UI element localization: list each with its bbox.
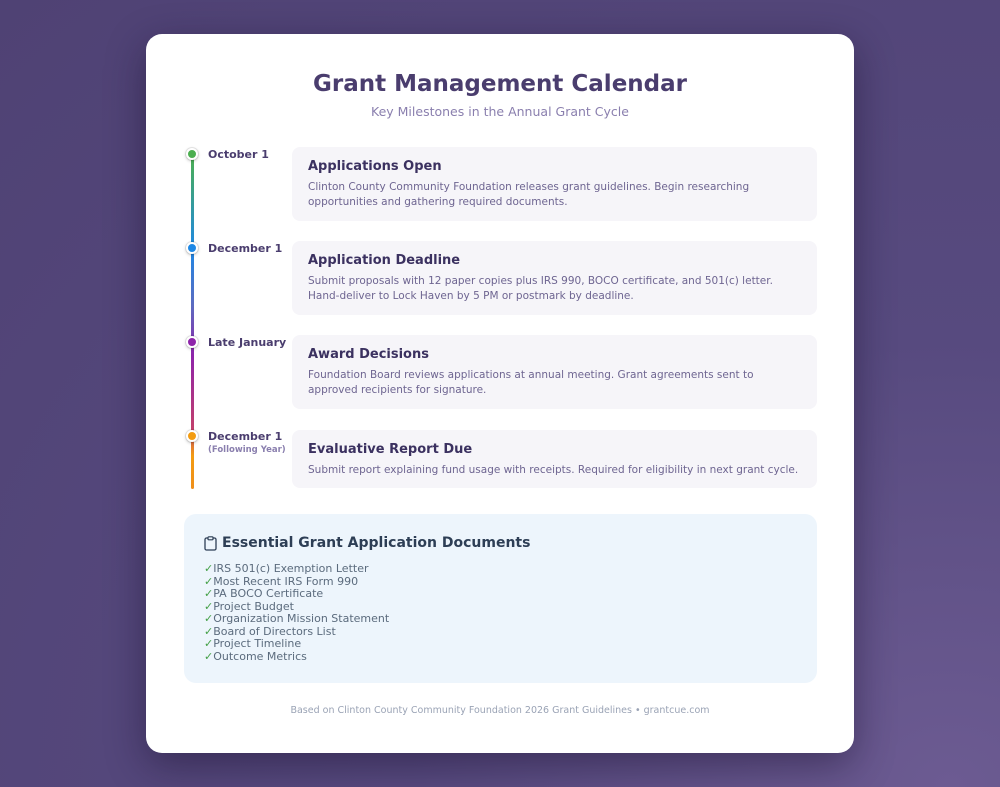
check-icon: ✓ (204, 612, 214, 625)
milestone-dot-4 (186, 430, 198, 442)
milestone-date-subtext: (Following Year) (208, 445, 286, 455)
document-item-label: IRS 501(c) Exemption Letter (213, 562, 369, 575)
milestone-card-4 (292, 430, 817, 488)
document-item-label: Most Recent IRS Form 990 (213, 574, 359, 588)
check-icon: ✓ (204, 562, 214, 575)
document-item-label: Board of Directors List (213, 624, 336, 638)
check-icon: ✓ (204, 649, 214, 663)
milestone-date-2 (208, 242, 282, 255)
milestone-description: Foundation Board reviews applications at annual meeting. Grant agreements sent to approved recipients for signature. (308, 369, 754, 396)
milestone-description: Clinton County Community Foundation releases grant guidelines. Begin researching opportunities and gathering required documents. (308, 181, 750, 208)
check-icon: ✓ (204, 624, 214, 638)
documents-panel (184, 514, 817, 683)
milestone-title: Evaluative Report Due (308, 442, 473, 457)
document-item-label: Outcome Metrics (213, 649, 307, 663)
page-subtitle: Key Milestones in the Annual Grant Cycle (371, 104, 629, 119)
milestone-card-1 (292, 147, 817, 221)
page-title: Grant Management Calendar (312, 71, 687, 97)
document-item-label: Organization Mission Statement (213, 612, 390, 625)
milestone-date-4 (208, 430, 286, 455)
milestone-date-1 (208, 148, 269, 161)
milestone-date-text: December 1 (208, 430, 283, 443)
document-item-label: Project Timeline (213, 637, 302, 650)
milestone-date-3 (208, 336, 286, 349)
milestone-date-text: December 1 (208, 242, 283, 255)
milestone-description: Submit report explaining fund usage with receipts. Required for eligibility in next grant cycle. (308, 464, 799, 476)
milestone-description: Submit proposals with 12 paper copies plus IRS 990, BOCO certificate, and 501(c) letter. Hand-deliver to Lock Haven by 5 PM or postmark by deadline. (308, 275, 773, 302)
check-icon: ✓ (204, 587, 214, 600)
milestone-title: Award Decisions (308, 347, 429, 362)
milestone-date-text: October 1 (208, 148, 269, 161)
milestone-dot-3 (186, 336, 198, 348)
document-item-label: PA BOCO Certificate (213, 587, 324, 600)
milestone-card-2 (292, 241, 817, 315)
footer-credit: Based on Clinton County Community Foundation 2026 Grant Guidelines • grantcue.com (290, 705, 710, 716)
milestone-date-text: Late January (208, 336, 287, 349)
check-icon: ✓ (204, 599, 214, 613)
document-item-label: Project Budget (213, 599, 294, 613)
documents-list (204, 563, 389, 663)
check-icon: ✓ (204, 574, 214, 588)
timeline (146, 34, 854, 504)
clipboard-icon (204, 536, 217, 551)
milestone-card-3 (292, 335, 817, 409)
check-icon: ✓ (204, 637, 214, 650)
documents-title: Essential Grant Application Documents (222, 535, 531, 551)
milestone-title: Application Deadline (308, 253, 461, 268)
milestone-title: Applications Open (308, 159, 442, 174)
document-item (204, 651, 389, 664)
documents-heading (204, 535, 530, 551)
calendar-card (146, 34, 854, 753)
milestone-dot-1 (186, 148, 198, 160)
milestone-dot-2 (186, 242, 198, 254)
